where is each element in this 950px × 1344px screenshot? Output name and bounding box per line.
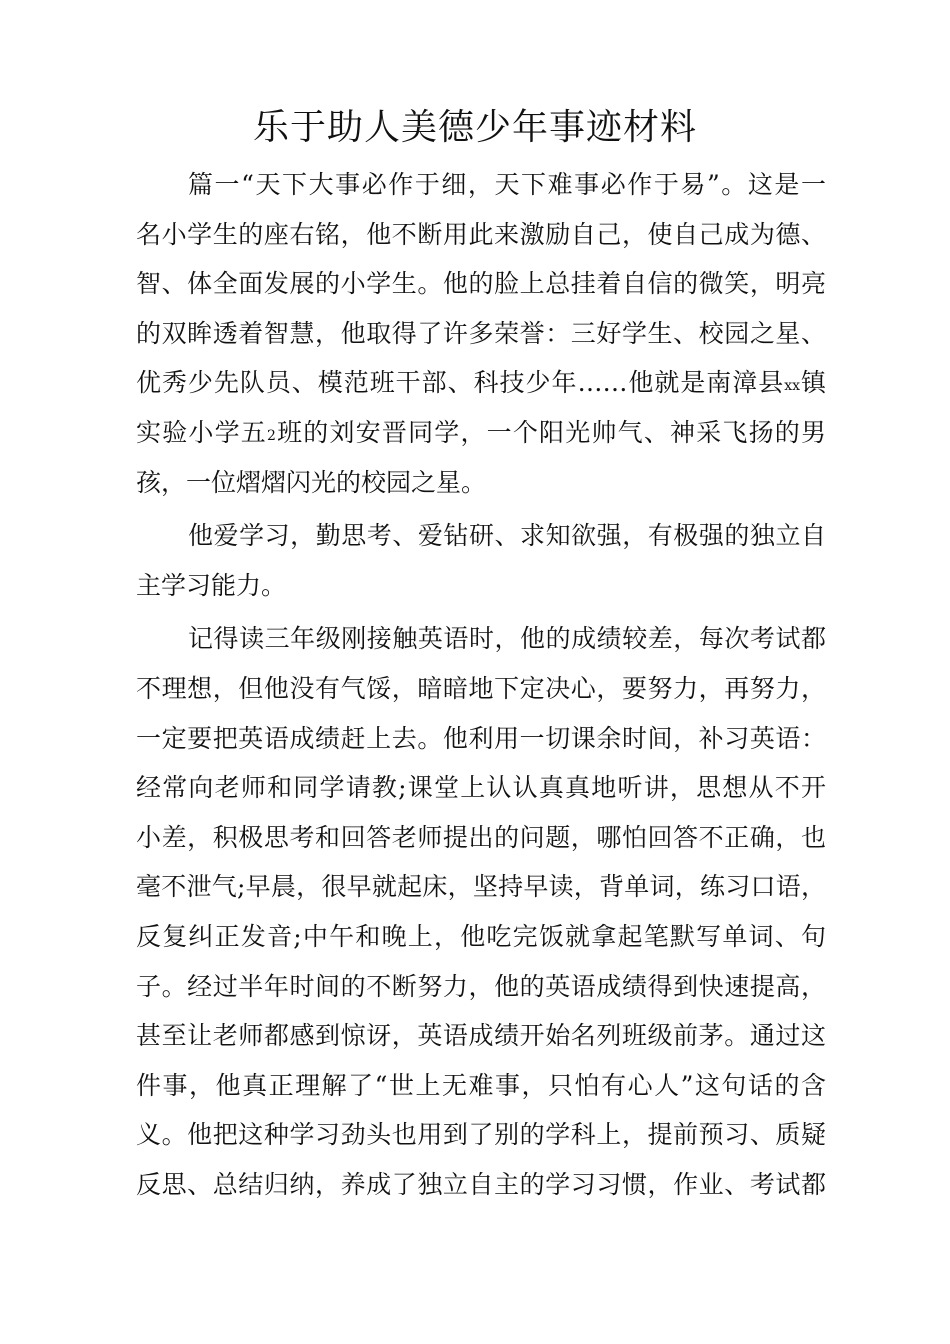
paragraph-3-line-2: 不理想，但他没有气馁，暗暗地下定决心，要努力，再努力， <box>136 673 826 703</box>
line-text: 优秀少先队员、模范班干部、科技少年……他就是南漳县 <box>136 368 785 398</box>
paragraph-3-line-1: 记得读三年级刚接触英语时，他的成绩较差，每次考试都 <box>188 624 826 654</box>
line-text: 镇 <box>800 368 826 398</box>
paragraph-3-line-8: 子。经过半年时间的不断努力，他的英语成绩得到快速提高， <box>136 971 826 1001</box>
line-text: 班的刘安晋同学，一个阳光帅气、神采飞扬的男 <box>275 417 826 447</box>
small-text: 2 <box>266 427 276 444</box>
paragraph-1-line-6 <box>136 408 826 458</box>
paragraph-1-line-5 <box>136 358 826 408</box>
paragraph-3-line-3: 一定要把英语成绩赶上去。他利用一切课余时间，补习英语： <box>136 723 826 753</box>
paragraph-1-line-2: 名小学生的座右铭，他不断用此来激励自己，使自己成为德、 <box>136 219 826 249</box>
paragraph-1-line-7: 孩，一位熠熠闪光的校园之星。 <box>136 467 487 497</box>
paragraph-3-line-11: 义。他把这种学习劲头也用到了别的学科上，提前预习、质疑 <box>136 1120 826 1150</box>
paragraph-3-line-10: 件事，他真正理解了“世上无难事，只怕有心人”这句话的含 <box>136 1070 826 1100</box>
line-text: 实验小学五 <box>136 417 267 447</box>
paragraph-3-line-12: 反思、总结归纳，养成了独立自主的学习习惯，作业、考试都 <box>136 1169 826 1199</box>
document-title: 乐于助人美德少年事迹材料 <box>252 107 697 148</box>
paragraph-3-line-9: 甚至让老师都感到惊讶，英语成绩开始名列班级前茅。通过这 <box>136 1021 826 1051</box>
paragraph-1-line-3: 智、体全面发展的小学生。他的脸上总挂着自信的微笑，明亮 <box>136 269 826 299</box>
paragraph-3-line-5: 小差，积极思考和回答老师提出的问题，哪怕回答不正确，也 <box>136 822 826 852</box>
paragraph-3-line-4: 经常向老师和同学请教;课堂上认认真真地听讲，思想从不开 <box>136 773 826 803</box>
small-text: xx <box>784 378 801 395</box>
paragraph-2-line-1: 他爱学习，勤思考、爱钻研、求知欲强，有极强的独立自 <box>188 521 826 551</box>
paragraph-3-line-6: 毫不泄气;早晨，很早就起床，坚持早读，背单词，练习口语， <box>136 872 826 902</box>
paragraph-1-line-4: 的双眸透着智慧，他取得了许多荣誉：三好学生、校园之星、 <box>136 318 826 348</box>
document-body <box>136 160 826 1209</box>
paragraph-2-line-2: 主学习能力。 <box>136 570 287 600</box>
paragraph-3-line-7: 反复纠正发音;中午和晚上，他吃完饭就拿起笔默写单词、句 <box>136 921 826 951</box>
paragraph-1-line-1: 篇一“天下大事必作于细，天下难事必作于易”。这是一 <box>188 170 826 199</box>
